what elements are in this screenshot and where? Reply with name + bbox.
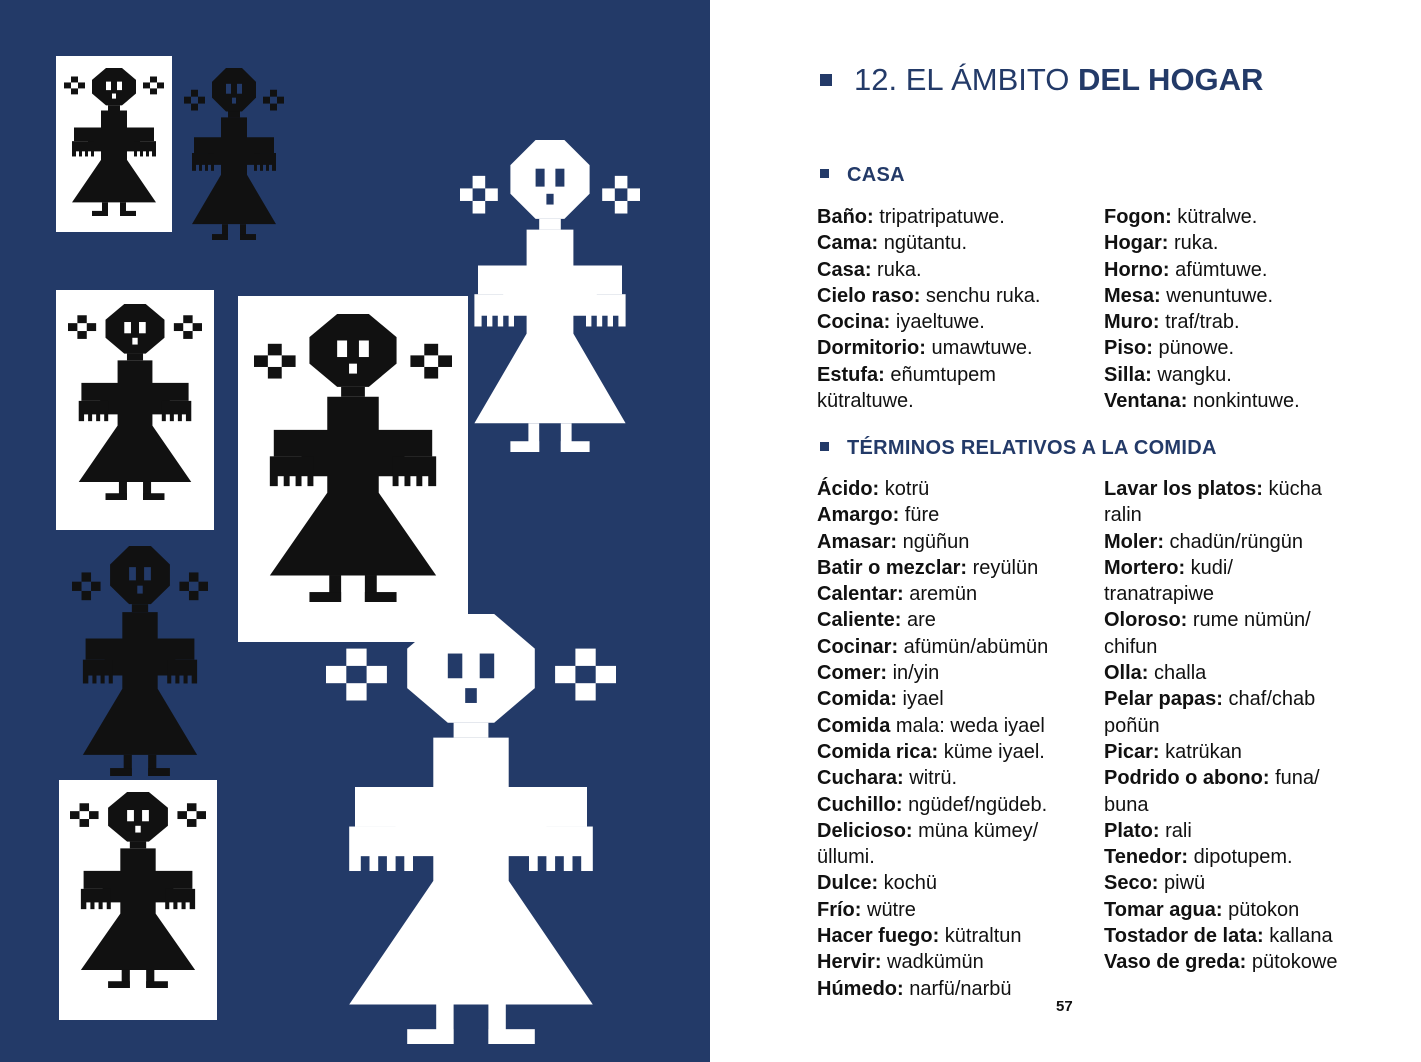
glossary-entry [817, 230, 1040, 256]
glossary-entry [817, 765, 1048, 791]
glossary-entry [1104, 335, 1300, 361]
glossary-definition: piwü [1158, 872, 1206, 895]
mapuche-figure-icon [68, 304, 202, 500]
glossary-entry [817, 818, 1048, 844]
glossary-entry [1104, 230, 1300, 256]
glossary-term: Hogar: [1104, 232, 1169, 255]
glossary-definition: aremün [903, 583, 978, 606]
glossary-definition: wangku. [1151, 363, 1232, 386]
glossary-definition: kütraltuwe. [817, 390, 914, 413]
glossary-term: Pelar papas: [1104, 688, 1223, 711]
glossary-entry [817, 949, 1048, 975]
glossary-term: Batir o mezclar: [817, 556, 968, 579]
glossary-definition: wadkümün [881, 951, 984, 974]
glossary-term: Dormitorio: [817, 337, 926, 360]
glossary-definition: iyaeltuwe. [890, 311, 985, 334]
glossary-term: Húmedo: [817, 977, 904, 1000]
glossary-definition: kütralwe. [1171, 206, 1258, 228]
glossary-entry [817, 529, 1048, 555]
glossary-column [817, 476, 1048, 1002]
glossary-entry [817, 309, 1040, 335]
glossary-definition: senchu ruka. [920, 284, 1041, 307]
glossary-definition: afümün/abümün [898, 635, 1049, 658]
glossary-term: Muro: [1104, 311, 1160, 334]
glossary-definition: kütraltun [939, 925, 1022, 948]
glossary-term: Tomar agua: [1104, 898, 1223, 921]
glossary-column [1104, 476, 1337, 976]
glossary-entry [1104, 739, 1337, 765]
glossary-definition: nonkintuwe. [1187, 390, 1300, 413]
glossary-definition: ngütantu. [878, 232, 968, 255]
glossary-term: Silla: [1104, 363, 1152, 386]
glossary-definition: ngüñun [897, 530, 970, 553]
section-heading-label: CASA [847, 164, 905, 186]
glossary-entry [1104, 792, 1337, 818]
glossary-definition: küme iyael. [938, 740, 1045, 763]
glossary-entry [1104, 844, 1337, 870]
glossary-term: Olla: [1104, 662, 1149, 685]
glossary-entry [1104, 765, 1337, 791]
glossary-column [1104, 204, 1300, 414]
glossary-term: Cuchillo: [817, 793, 903, 816]
glossary-entry [1104, 660, 1337, 686]
glossary-entry [817, 362, 1040, 388]
glossary-definition: chadün/rüngün [1164, 530, 1304, 553]
glossary-term: Cuchara: [817, 767, 904, 790]
glossary-definition: kotrü [879, 478, 930, 500]
glossary-term: Cocinar: [817, 635, 899, 658]
glossary-definition: dipotupem. [1188, 846, 1293, 869]
glossary-entry [1104, 870, 1337, 896]
glossary-term: Tostador de lata: [1104, 925, 1264, 948]
glossary-entry [1104, 204, 1300, 230]
illustration-panel [0, 0, 710, 1062]
glossary-definition: chifun [1104, 635, 1158, 658]
glossary-definition: pünowe. [1152, 337, 1235, 360]
mapuche-figure-icon [326, 614, 616, 1044]
mapuche-figure-icon [70, 792, 206, 988]
glossary-definition: chaf/chab [1222, 688, 1316, 711]
glossary-definition: ralin [1104, 504, 1142, 527]
glossary-term: Casa: [817, 258, 872, 281]
glossary-definition: iyael [897, 688, 944, 711]
mapuche-figure-icon [64, 68, 164, 216]
glossary-definition: wütre [861, 898, 916, 921]
glossary-term: Hacer fuego: [817, 925, 940, 948]
title-prefix: 12. EL ÁMBITO [854, 62, 1070, 97]
glossary-page [710, 0, 1421, 1062]
glossary-term: Comida [817, 714, 891, 737]
glossary-term: Oloroso: [1104, 609, 1188, 632]
glossary-entry [1104, 529, 1337, 555]
glossary-term: Comida: [817, 688, 897, 711]
glossary-definition: kücha [1262, 478, 1322, 500]
glossary-term: Baño: [817, 206, 874, 228]
glossary-term: Seco: [1104, 872, 1159, 895]
glossary-entry [817, 923, 1048, 949]
glossary-entry [1104, 476, 1337, 502]
glossary-definition: füre [899, 504, 940, 527]
glossary-definition: wenuntuwe. [1160, 284, 1273, 307]
glossary-entry [1104, 897, 1337, 923]
glossary-term: Moler: [1104, 530, 1164, 553]
glossary-term: Lavar los platos: [1104, 478, 1263, 500]
glossary-term: Caliente: [817, 609, 902, 632]
glossary-definition: are [901, 609, 936, 632]
glossary-entry [817, 581, 1048, 607]
glossary-entry [817, 388, 1040, 414]
glossary-term: Amargo: [817, 504, 900, 527]
glossary-definition: ruka. [871, 258, 922, 281]
glossary-definition: afümtuwe. [1169, 258, 1268, 281]
glossary-definition: buna [1104, 793, 1149, 816]
page-title [820, 62, 1263, 98]
glossary-definition: kochü [878, 872, 938, 895]
glossary-term: Comida rica: [817, 740, 939, 763]
glossary-term: Plato: [1104, 819, 1160, 842]
square-bullet-icon [820, 169, 829, 178]
glossary-definition: umawtuwe. [925, 337, 1033, 360]
glossary-term: Delicioso: [817, 819, 913, 842]
glossary-entry [817, 257, 1040, 283]
glossary-entry [1104, 686, 1337, 712]
glossary-definition: müna kümey/ [912, 819, 1039, 842]
title-bold: DEL HOGAR [1078, 62, 1264, 97]
mapuche-figure-icon [184, 68, 284, 240]
glossary-entry [817, 335, 1040, 361]
glossary-definition: kudi/ [1185, 556, 1233, 579]
glossary-entry [817, 660, 1048, 686]
glossary-term: Cama: [817, 232, 879, 255]
glossary-entry [1104, 362, 1300, 388]
glossary-term: Picar: [1104, 740, 1160, 763]
glossary-term: Cocina: [817, 311, 891, 334]
glossary-entry [1104, 388, 1300, 414]
glossary-definition: rume nümün/ [1187, 609, 1311, 632]
glossary-entry [817, 870, 1048, 896]
section-heading-comida [820, 437, 1217, 460]
glossary-term: Amasar: [817, 530, 898, 553]
glossary-definition: ngüdef/ngüdeb. [902, 793, 1048, 816]
glossary-definition: eñumtupem [884, 363, 996, 386]
glossary-definition: poñün [1104, 714, 1160, 737]
glossary-entry [817, 739, 1048, 765]
glossary-definition: in/yin [887, 662, 940, 685]
glossary-definition: tranatrapiwe [1104, 583, 1215, 606]
glossary-entry [1104, 634, 1337, 660]
glossary-entry [1104, 818, 1337, 844]
glossary-entry [817, 713, 1048, 739]
glossary-column [817, 204, 1040, 414]
glossary-definition: pütokowe [1246, 951, 1338, 974]
glossary-entry [817, 502, 1048, 528]
glossary-definition: rali [1159, 819, 1192, 842]
glossary-term: Podrido o abono: [1104, 767, 1270, 790]
glossary-definition: traf/trab. [1159, 311, 1240, 334]
glossary-term: Dulce: [817, 872, 879, 895]
glossary-term: Vaso de greda: [1104, 951, 1247, 974]
glossary-definition: mala: weda iyael [890, 714, 1045, 737]
glossary-entry [1104, 309, 1300, 335]
glossary-entry [1104, 257, 1300, 283]
page-number: 57 [1056, 998, 1073, 1015]
glossary-entry [1104, 502, 1337, 528]
square-bullet-icon [820, 74, 832, 86]
glossary-definition: ruka. [1168, 232, 1219, 255]
glossary-term: Calentar: [817, 583, 904, 606]
glossary-entry [817, 844, 1048, 870]
glossary-term: Mesa: [1104, 284, 1161, 307]
glossary-entry [817, 792, 1048, 818]
glossary-term: Frío: [817, 898, 862, 921]
glossary-term: Piso: [1104, 337, 1153, 360]
glossary-definition: narfü/narbü [903, 977, 1012, 1000]
square-bullet-icon [820, 442, 829, 451]
glossary-term: Mortero: [1104, 556, 1186, 579]
glossary-term: Ácido: [817, 478, 880, 500]
glossary-definition: tripatripatuwe. [873, 206, 1005, 228]
glossary-term: Comer: [817, 662, 888, 685]
glossary-entry [1104, 949, 1337, 975]
glossary-entry [817, 976, 1048, 1002]
glossary-entry [1104, 555, 1337, 581]
glossary-term: Horno: [1104, 258, 1170, 281]
glossary-entry [817, 897, 1048, 923]
mapuche-figure-icon [254, 314, 452, 602]
glossary-entry [1104, 607, 1337, 633]
glossary-term: Tenedor: [1104, 846, 1189, 869]
glossary-entry [1104, 713, 1337, 739]
glossary-term: Fogon: [1104, 206, 1172, 228]
mapuche-figure-icon [72, 546, 208, 776]
glossary-definition: pütokon [1222, 898, 1300, 921]
glossary-term: Hervir: [817, 951, 882, 974]
mapuche-figure-icon [460, 140, 640, 452]
section-heading-label: TÉRMINOS RELATIVOS A LA COMIDA [847, 437, 1217, 459]
glossary-entry [817, 204, 1040, 230]
glossary-term: Estufa: [817, 363, 885, 386]
glossary-entry [817, 555, 1048, 581]
section-heading-casa [820, 164, 905, 187]
glossary-entry [1104, 923, 1337, 949]
glossary-definition: challa [1148, 662, 1207, 685]
glossary-term: Cielo raso: [817, 284, 921, 307]
glossary-definition: üllumi. [817, 846, 875, 869]
glossary-entry [1104, 283, 1300, 309]
glossary-definition: kallana [1263, 925, 1333, 948]
glossary-entry [1104, 581, 1337, 607]
glossary-entry [817, 283, 1040, 309]
glossary-definition: funa/ [1269, 767, 1320, 790]
glossary-entry [817, 607, 1048, 633]
glossary-definition: witrü. [903, 767, 958, 790]
glossary-entry [817, 476, 1048, 502]
glossary-definition: katrükan [1159, 740, 1242, 763]
glossary-definition: reyülün [967, 556, 1039, 579]
glossary-entry [817, 634, 1048, 660]
glossary-entry [817, 686, 1048, 712]
glossary-term: Ventana: [1104, 390, 1188, 413]
